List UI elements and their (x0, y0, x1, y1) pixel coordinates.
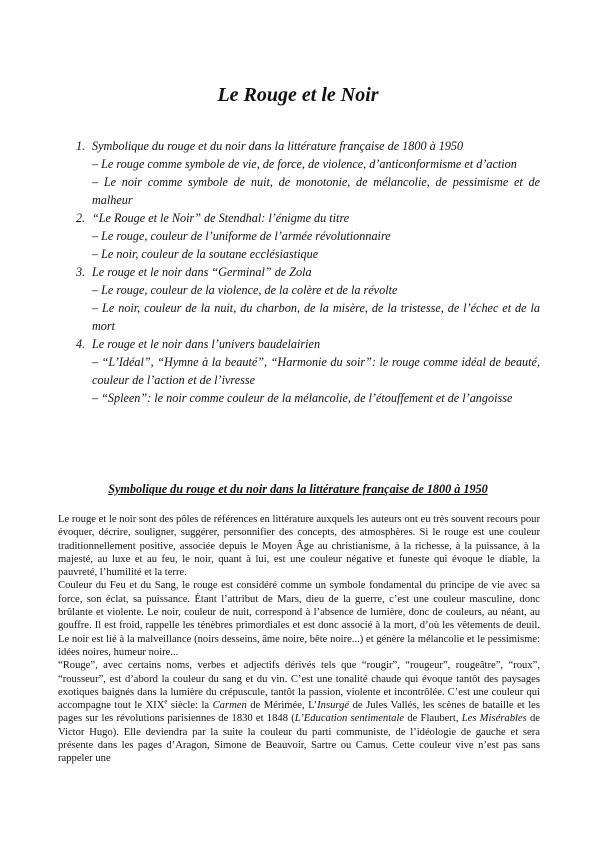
paragraph: Couleur du Feu et du Sang, le rouge est considéré comme un symbole fondamental du principe de vie avec sa force, son éclat, sa puissance. Étant l’attribut de Mars, dieu de la guerre, c’est une couleur masculine, donc brûlante et violente. Le noir, couleur de nuit, correspond à l’absence de lumière, donc de couleurs, au néant, au gouffre. Il est froid, rappelle les ténèbres primordiales et est donc associé à la mort, d’où les vêtements de deuil. Le noir est lié à la malveillance (noirs desseins, âme noire, bête noire...) et génère la mélancolie et le pessimisme: idées noires, humeur noire... (58, 580, 540, 658)
toc-item-heading: Le rouge et le noir dans “Germinal” de Zola (92, 265, 312, 279)
toc-item-heading: “Le Rouge et le Noir” de Stendhal: l’énigme du titre (92, 211, 350, 225)
toc-item-subpoint: – Le noir comme symbole de nuit, de monotonie, de mélancolie, de pessimisme et de malheur (92, 175, 540, 207)
toc-item-heading: Symbolique du rouge et du noir dans la littérature française de 1800 à 1950 (92, 139, 464, 153)
toc-item-number: 4. (76, 337, 86, 351)
work-title: L’Education sentimentale (294, 713, 405, 725)
toc-item-heading: Le rouge et le noir dans l’univers baudelairien (92, 337, 321, 351)
toc-item (70, 335, 540, 407)
toc-item (70, 263, 540, 335)
work-title: Les Misérables (461, 713, 527, 725)
paragraph (58, 659, 540, 765)
paragraph-text: “Rouge”, avec certains noms, verbes et adjectifs dérivés tels que “rougir”, “rougeur”, rougeâtre”, “roux”, “rousseur”, est d’abord la couleur du sang et du vin. C’est une tonalité chaude qui évoque tantôt des paysages exotiques baignés dans la lumière du crépuscule, tantôt la passion, violente et incontrôlée. C’est une couleur qui accompagne tout le XIX (58, 660, 540, 712)
superscript: e (164, 697, 168, 706)
body-text (58, 513, 540, 766)
section-heading: Symbolique du rouge et du noir dans la littérature française de 1800 à 1950 (108, 482, 488, 496)
toc-item-number: 1. (76, 139, 86, 153)
paragraph-text: de Flaubert, (404, 713, 462, 725)
page-title: Le Rouge et le Noir (217, 84, 379, 106)
toc-item-subpoint: – Le noir, couleur de la soutane ecclésiastique (92, 247, 319, 261)
toc-item-subpoint: – Le rouge, couleur de la violence, de la colère et de la révolte (92, 283, 398, 297)
paragraph: Le rouge et le noir sont des pôles de références en littérature auxquels les auteurs ont eu très souvent recours pour évoquer, décrire, souligner, suggérer, personnifier des concepts, des atmosphères. Si le rouge est une couleur traditionnellement positive, associée depuis le Moyen Âge au christianisme, à la richesse, à la puissance, à la majesté, au luxe et au feu, le noir, quant à lui, est une couleur négative et funeste qui évoque le diable, la pauvreté, l’humilité et la terre. (58, 514, 540, 579)
toc-item-number: 2. (76, 211, 86, 225)
table-of-contents (70, 137, 540, 407)
toc-item-subpoint: – “Spleen”: le noir comme couleur de la mélancolie, de l’étouffement et de l’angoisse (92, 391, 513, 405)
paragraph-text: de Victor Hugo). Elle deviendra par la suite la couleur du parti communiste, de l’idéologie de gauche et sera présente dans les pages d’Aragon, Simone de Beauvoir, Sartre ou Camus. Cette couleur vive n’est pas sans rappeler une (58, 713, 540, 765)
work-title: Insurgé (317, 700, 350, 712)
work-title: Carmen (212, 700, 247, 712)
toc-item-number: 3. (76, 265, 86, 279)
toc-item (70, 137, 540, 209)
toc-item-subpoint: – Le rouge comme symbole de vie, de force, de violence, d’anticonformisme et d’action (92, 157, 517, 171)
paragraph-text: de Mérimée, L’ (246, 700, 318, 712)
toc-item-subpoint: – Le noir, couleur de la nuit, du charbon, de la misère, de la tristesse, de l’échec et de la mort (92, 301, 540, 333)
paragraph-text: de Jules Vallés, les scènes de bataille et les pages sur les révolutions parisiennes de 1830 et 1848 ( (58, 700, 540, 725)
toc-item (70, 209, 540, 263)
toc-item-subpoint: – “L’Idéal”, “Hymne à la beauté”, “Harmonie du soir”: le rouge comme idéal de beauté, couleur de l’action et de l’ivresse (92, 355, 540, 387)
toc-item-subpoint: – Le rouge, couleur de l’uniforme de l’armée révolutionnaire (92, 229, 391, 243)
paragraph-text: siècle: la (167, 700, 213, 712)
